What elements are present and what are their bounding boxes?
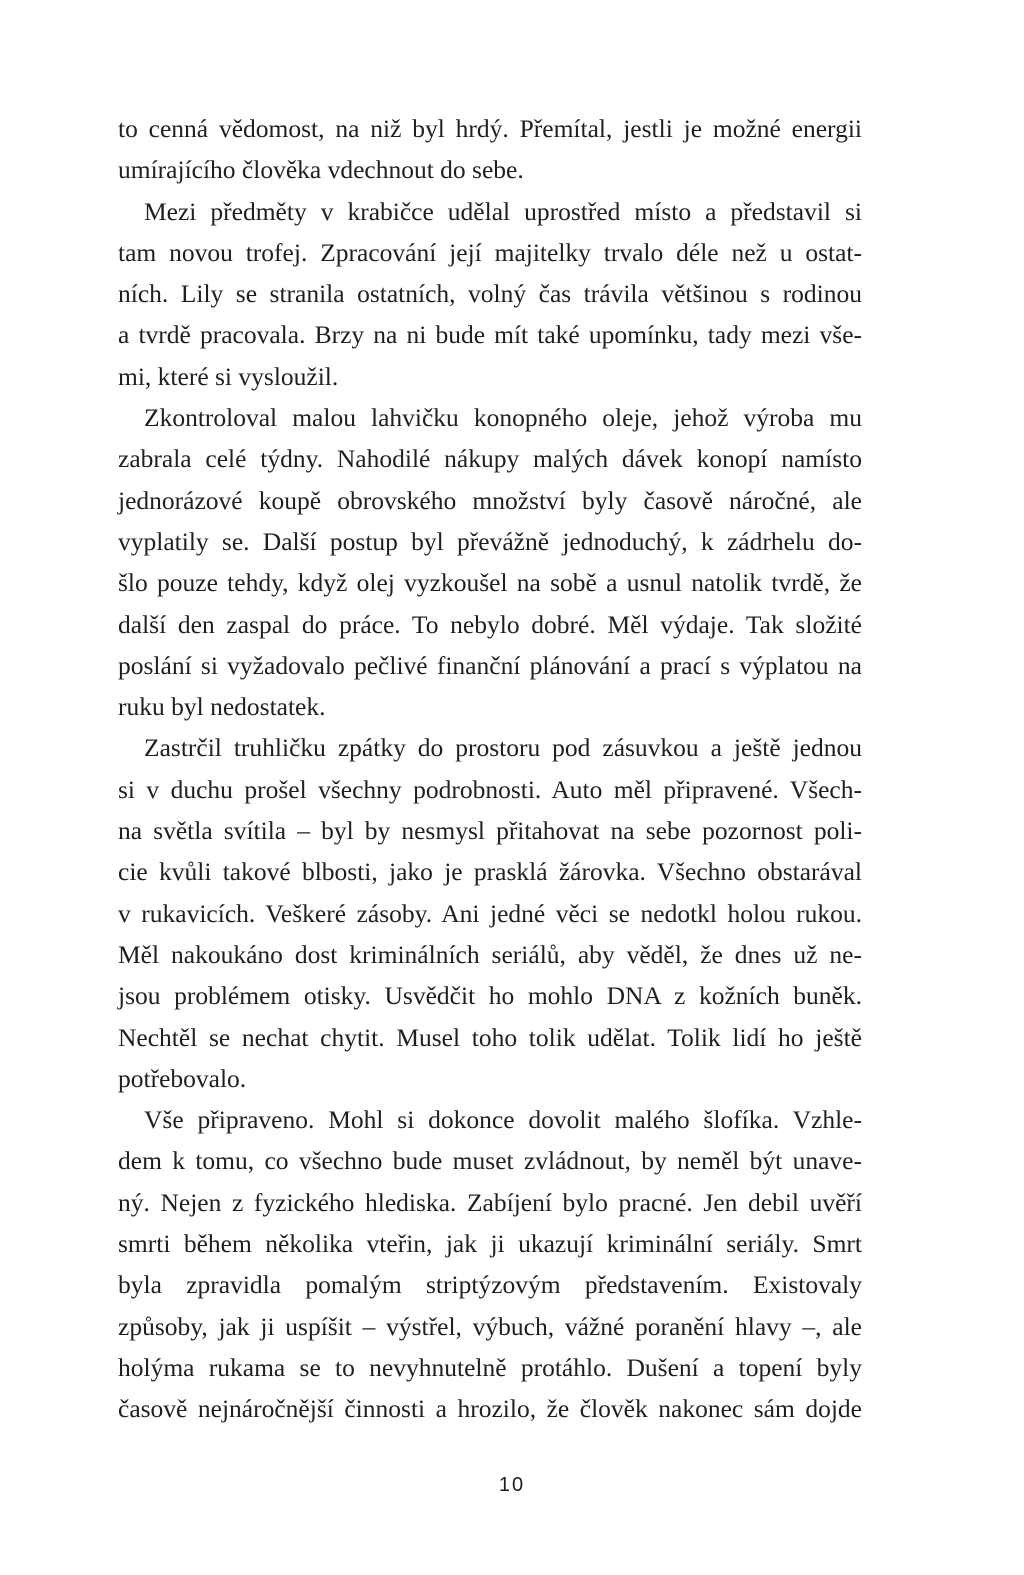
text-line: cie kvůli takové blbosti, jako je prasklá žárovka. Všechno obstarával xyxy=(118,857,862,887)
text-line: Mezi předměty v krabičce udělal uprostřed místo a představil si xyxy=(144,196,862,226)
text-line: v rukavicích. Veškeré zásoby. Ani jedné věci se nedotkl holou rukou. xyxy=(118,898,862,928)
page-number: 10 xyxy=(498,1474,526,1496)
text-line: dem k tomu, co všechno bude muset zvládnout, by neměl být unave- xyxy=(118,1146,862,1176)
text-line: jednorázové koupě obrovského množství byly časově náročné, ale xyxy=(118,485,862,515)
text-line: ruku byl nedostatek. xyxy=(118,692,326,722)
text-line: šlo pouze tehdy, když olej vyzkoušel na sobě a usnul natolik tvrdě, že xyxy=(118,568,862,598)
text-line: ný. Nejen z fyzického hlediska. Zabíjení bylo pracné. Jen debil uvěří xyxy=(118,1187,862,1217)
text-line: tam novou trofej. Zpracování její majitelky trvalo déle než u ostat- xyxy=(118,237,862,267)
text-line: Vše připraveno. Mohl si dokonce dovolit malého šlofíka. Vzhle- xyxy=(144,1105,862,1135)
text-line: další den zaspal do práce. To nebylo dobré. Měl výdaje. Tak složité xyxy=(118,609,862,639)
text-line: poslání si vyžadovalo pečlivé finanční plánování a prací s výplatou na xyxy=(118,650,862,680)
text-line: na světla svítila – byl by nesmysl přitahovat na sebe pozornost poli- xyxy=(118,816,862,846)
text-line: umírajícího člověka vdechnout do sebe. xyxy=(118,155,524,185)
body-text xyxy=(118,108,862,1430)
text-line: vyplatily se. Další postup byl převážně jednoduchý, k zádrhelu do- xyxy=(118,526,862,556)
text-line: jsou problémem otisky. Usvědčit ho mohlo DNA z kožních buněk. xyxy=(118,981,862,1011)
text-line: mi, které si vysloužil. xyxy=(118,361,339,391)
text-line: časově nejnáročnější činnosti a hrozilo, že člověk nakonec sám dojde xyxy=(118,1394,862,1424)
text-line: byla zpravidla pomalým striptýzovým představením. Existovaly xyxy=(118,1270,862,1300)
text-line: potřebovalo. xyxy=(118,1063,247,1093)
text-line: Zastrčil truhličku zpátky do prostoru pod zásuvkou a ještě jednou xyxy=(144,733,862,763)
text-line: Nechtěl se nechat chytit. Musel toho tolik udělat. Tolik lidí ho ještě xyxy=(118,1022,862,1052)
text-line: způsoby, jak ji uspíšit – výstřel, výbuch, vážné poranění hlavy –, ale xyxy=(118,1311,862,1341)
text-line: ních. Lily se stranila ostatních, volný čas trávila většinou s rodinou xyxy=(118,279,862,309)
text-line: smrti během několika vteřin, jak ji ukazují kriminální seriály. Smrt xyxy=(118,1229,862,1259)
text-line: holýma rukama se to nevyhnutelně protáhlo. Dušení a topení byly xyxy=(118,1352,862,1382)
text-line: a tvrdě pracovala. Brzy na ni bude mít také upomínku, tady mezi vše- xyxy=(118,320,862,350)
text-line: Měl nakoukáno dost kriminálních seriálů, aby věděl, že dnes už ne- xyxy=(118,939,862,969)
text-line: to cenná vědomost, na niž byl hrdý. Přemítal, jestli je možné energii xyxy=(118,114,862,143)
text-line: zabrala celé týdny. Nahodilé nákupy malých dávek konopí namísto xyxy=(118,444,862,474)
text-line: si v duchu prošel všechny podrobnosti. Auto měl připravené. Všech- xyxy=(118,774,862,804)
text-line: Zkontroloval malou lahvičku konopného oleje, jehož výroba mu xyxy=(144,403,862,433)
